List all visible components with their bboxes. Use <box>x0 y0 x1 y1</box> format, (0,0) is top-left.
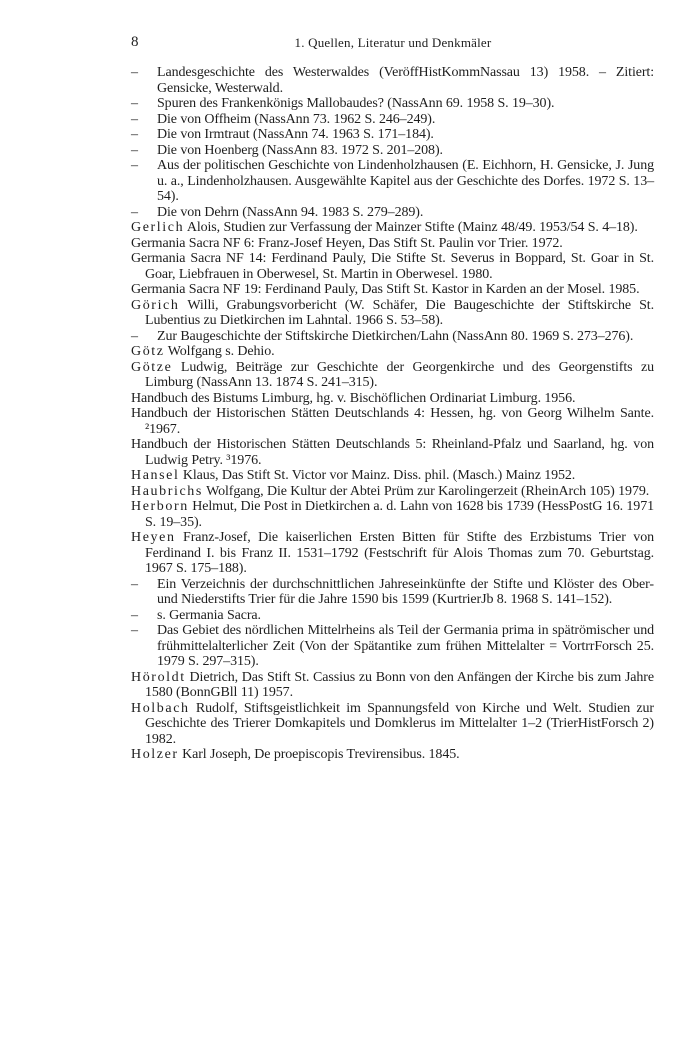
bibliography-entry <box>131 623 654 670</box>
bibliography-entry <box>131 251 654 282</box>
continuation-dash: – <box>131 127 138 142</box>
bibliography-entry <box>131 747 654 763</box>
bibliography-entry <box>131 468 654 484</box>
author-surname: Holbach <box>131 700 190 716</box>
continuation-dash: – <box>131 576 138 592</box>
bibliography-entry <box>131 143 654 159</box>
continuation-dash: – <box>131 328 138 344</box>
continuation-dash: – <box>131 204 138 220</box>
author-surname: Götz <box>131 344 165 359</box>
author-surname: Hansel <box>131 468 180 483</box>
bibliography-entry <box>131 112 654 128</box>
bibliography-entry <box>131 127 654 143</box>
entry-text: Ludwig, Beiträge zur Geschichte der Georgenkirche und des Georgenstifts zu Limburg (NassAnn 13. 1874 S. 241–315). <box>145 359 654 390</box>
entry-text: Karl Joseph, De proepiscopis Trevirensibus. 1845. <box>178 747 460 762</box>
entry-text: Wolfgang s. Dehio. <box>164 344 275 359</box>
bibliography-entry <box>131 298 654 329</box>
continuation-dash: – <box>131 142 138 158</box>
entry-text: Wolfgang, Die Kultur der Abtei Prüm zur Karolingerzeit (RheinArch 105) 1979. <box>202 483 650 499</box>
bibliography-entry <box>131 236 654 252</box>
page-header <box>131 34 655 52</box>
entry-text: Handbuch der Historischen Stätten Deutschlands 5: Rheinland-Pfalz und Saarland, hg. von Ludwig Petry. ³1976. <box>131 437 654 468</box>
entry-text: Germania Sacra NF 6: Franz-Josef Heyen, Das Stift St. Paulin vor Trier. 1972. <box>131 235 563 251</box>
entry-text: Landesgeschichte des Westerwaldes (VeröffHistKommNassau 13) 1958. – Zitiert: Gensicke, Westerwald. <box>157 65 654 96</box>
author-surname: Heyen <box>131 530 176 545</box>
author-surname: Höroldt <box>131 669 186 685</box>
page-number: 8 <box>131 34 139 50</box>
running-title: 1. Quellen, Literatur und Denkmäler <box>294 35 492 50</box>
entry-text: Klaus, Das Stift St. Victor vor Mainz. Diss. phil. (Masch.) Mainz 1952. <box>179 468 576 483</box>
continuation-dash: – <box>131 65 138 80</box>
entry-text: Spuren des Frankenkönigs Mallobaudes? (NassAnn 69. 1958 S. 19–30). <box>157 96 555 111</box>
bibliography-entry <box>131 670 654 701</box>
entry-text: Handbuch des Bistums Limburg, hg. v. Bischöflichen Ordinariat Limburg. 1956. <box>131 390 576 406</box>
entry-text: Willi, Grabungsvorbericht (W. Schäfer, Die Baugeschichte der Stiftskirche St. Lubentius zu Dietkirchen im Lahntal. 1966 S. 53–58). <box>145 297 654 328</box>
author-surname: Görich <box>131 297 180 313</box>
bibliography-entry <box>131 220 654 236</box>
continuation-dash: – <box>131 607 138 623</box>
bibliography-entry <box>131 360 654 391</box>
bibliography-list <box>131 65 654 763</box>
bibliography-entry <box>131 329 654 345</box>
bibliography-entry <box>131 437 654 468</box>
entry-text: Das Gebiet des nördlichen Mittelrheins als Teil der Germania prima in spätrömischer und frühmittelalterlicher Zeit (Von der Spätantike zum frühen Mittelalter = VortrrForsch 25. 1979 S. 297–315). <box>157 623 654 669</box>
author-surname: Holzer <box>131 747 179 762</box>
continuation-dash: – <box>131 96 138 111</box>
entry-text: Die von Irmtraut (NassAnn 74. 1963 S. 171–184). <box>157 127 434 142</box>
entry-text: Germania Sacra NF 14: Ferdinand Pauly, Die Stifte St. Severus in Boppard, St. Goar in St. Goar, Liebfrauen in Oberwesel, St. Martin in Oberwesel. 1980. <box>131 251 654 282</box>
bibliography-entry <box>131 701 654 748</box>
entry-text: Alois, Studien zur Verfassung der Mainzer Stifte (Mainz 48/49. 1953/54 S. 4–18). <box>184 220 638 235</box>
bibliography-entry <box>131 391 654 407</box>
entry-text: Zur Baugeschichte der Stiftskirche Dietkirchen/Lahn (NassAnn 80. 1969 S. 273–276). <box>157 328 634 344</box>
entry-text: Die von Dehrn (NassAnn 94. 1983 S. 279–289). <box>157 204 424 220</box>
continuation-dash: – <box>131 158 138 173</box>
bibliography-entry <box>131 158 654 205</box>
author-surname: Gerlich <box>131 220 185 235</box>
entry-text: Helmut, Die Post in Dietkirchen a. d. Lahn von 1628 bis 1739 (HessPostG 16. 1971 S. 19–35). <box>145 499 654 530</box>
bibliography-entry <box>131 530 654 577</box>
author-surname: Herborn <box>131 499 189 514</box>
bibliography-entry <box>131 282 654 298</box>
author-surname: Götze <box>131 359 173 375</box>
entry-text: Die von Offheim (NassAnn 73. 1962 S. 246–249). <box>157 111 436 127</box>
bibliography-entry <box>131 608 654 624</box>
entry-text: Dietrich, Das Stift St. Cassius zu Bonn von den Anfängen der Kirche bis zum Jahre 1580 (BonnGBll 11) 1957. <box>145 669 654 700</box>
bibliography-entry <box>131 406 654 437</box>
author-surname: Haubrichs <box>131 483 203 499</box>
bibliography-entry <box>131 499 654 530</box>
entry-text: Die von Hoenberg (NassAnn 83. 1972 S. 201–208). <box>157 142 443 158</box>
bibliography-entry <box>131 344 654 360</box>
entry-text: Ein Verzeichnis der durchschnittlichen Jahreseinkünfte der Stifte und Klöster des Ober- und Niederstifts Trier für die Jahre 1590 bis 1599 (KurtrierJb 8. 1968 S. 141–152). <box>157 576 654 607</box>
bibliography-entry <box>131 484 654 500</box>
bibliography-entry <box>131 65 654 96</box>
bibliography-entry <box>131 96 654 112</box>
entry-text: Rudolf, Stiftsgeistlichkeit im Spannungsfeld von Kirche und Welt. Studien zur Geschichte des Trierer Domkapitels und Domklerus im Mittelalter 1–2 (TrierHistForsch 2) 1982. <box>145 700 654 747</box>
entry-text: Germania Sacra NF 19: Ferdinand Pauly, Das Stift St. Kastor in Karden an der Mosel. 1985. <box>131 282 640 297</box>
continuation-dash: – <box>131 623 138 638</box>
entry-text: Handbuch der Historischen Stätten Deutschlands 4: Hessen, hg. von Georg Wilhelm Sante. ²1967. <box>131 406 654 437</box>
bibliography-entry <box>131 205 654 221</box>
entry-text: Aus der politischen Geschichte von Lindenholzhausen (E. Eichhorn, H. Gensicke, J. Jung u. a., Lindenholzhausen. Ausgewählte Kapitel aus der Geschichte des Dorfes. 1972 S. 13–54). <box>157 158 654 204</box>
bibliography-entry <box>131 577 654 608</box>
entry-text: Franz-Josef, Die kaiserlichen Ersten Bitten für Stifte des Erzbistums Trier von Ferdinand I. bis Franz II. 1531–1792 (Festschrift für Alois Thomas zum 70. Geburtstag. 1967 S. 175–188). <box>145 530 654 576</box>
continuation-dash: – <box>131 111 138 127</box>
entry-text: s. Germania Sacra. <box>157 607 261 623</box>
